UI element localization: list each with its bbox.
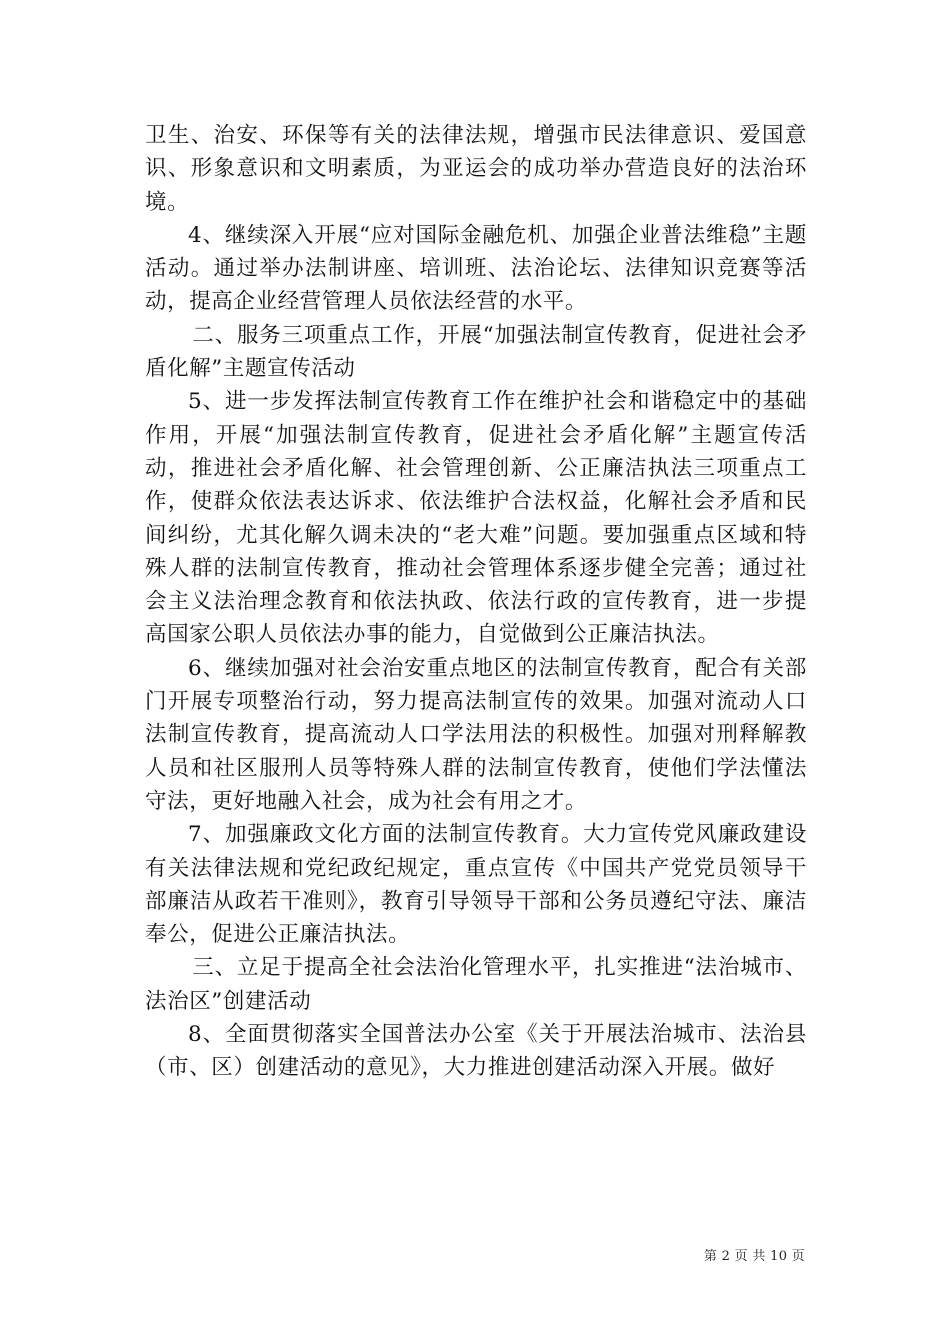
paragraph-item-4: 4、继续深入开展“应对国际金融危机、加强企业普法维稳”主题活动。通过举办法制讲座、培训班、法治论坛、法律知识竞赛等活动，提高企业经营管理人员依法经营的水平。 [145, 222, 807, 315]
paragraph-item-7: 7、加强廉政文化方面的法制宣传教育。大力宣传党风廉政建设有关法律法规和党纪政纪规定，重点宣传《中国共产党党员领导干部廉洁从政若干准则》，教育引导领导干部和公务员遵纪守法、廉洁奉公，促进公正廉洁执法。 [145, 822, 807, 948]
document-body [145, 119, 807, 1085]
paragraph-item-8: 8、全面贯彻落实全国普法办公室《关于开展法治城市、法治县（市、区）创建活动的意见》，大力推进创建活动深入开展。做好 [145, 1022, 807, 1081]
section-heading-3: 三、立足于提高全社会法治化管理水平，扎实推进“法治城市、法治区”创建活动 [145, 955, 807, 1014]
page-number-footer: 第 2 页 共 10 页 [703, 1249, 805, 1264]
paragraph-continuation: 卫生、治安、环保等有关的法律法规，增强市民法律意识、爱国意识、形象意识和文明素质，为亚运会的成功举办营造良好的法治环境。 [145, 123, 807, 215]
section-heading-2: 二、服务三项重点工作，开展“加强法制宣传教育，促进社会矛盾化解”主题宣传活动 [145, 322, 807, 382]
paragraph-item-5: 5、进一步发挥法制宣传教育工作在维护社会和谐稳定中的基础作用，开展“加强法制宣传教育，促进社会矛盾化解”主题宣传活动，推进社会矛盾化解、社会管理创新、公正廉洁执法三项重点工作，使群众依法表达诉求、依法维护合法权益，化解社会矛盾和民间纠纷，尤其化解久调未决的“老大难”问题。要加强重点区域和特殊人群的法制宣传教育，推动社会管理体系逐步健全完善；通过社会主义法治理念教育和依法执政、依法行政的宣传教育，进一步提高国家公职人员依法办事的能力，自觉做到公正廉洁执法。 [145, 389, 807, 648]
paragraph-item-6: 6、继续加强对社会治安重点地区的法制宣传教育，配合有关部门开展专项整治行动，努力提高法制宣传的效果。加强对流动人口法制宣传教育，提高流动人口学法用法的积极性。加强对刑释解教人员和社区服刑人员等特殊人群的法制宣传教育，使他们学法懂法守法，更好地融入社会，成为社会有用之才。 [145, 655, 807, 814]
